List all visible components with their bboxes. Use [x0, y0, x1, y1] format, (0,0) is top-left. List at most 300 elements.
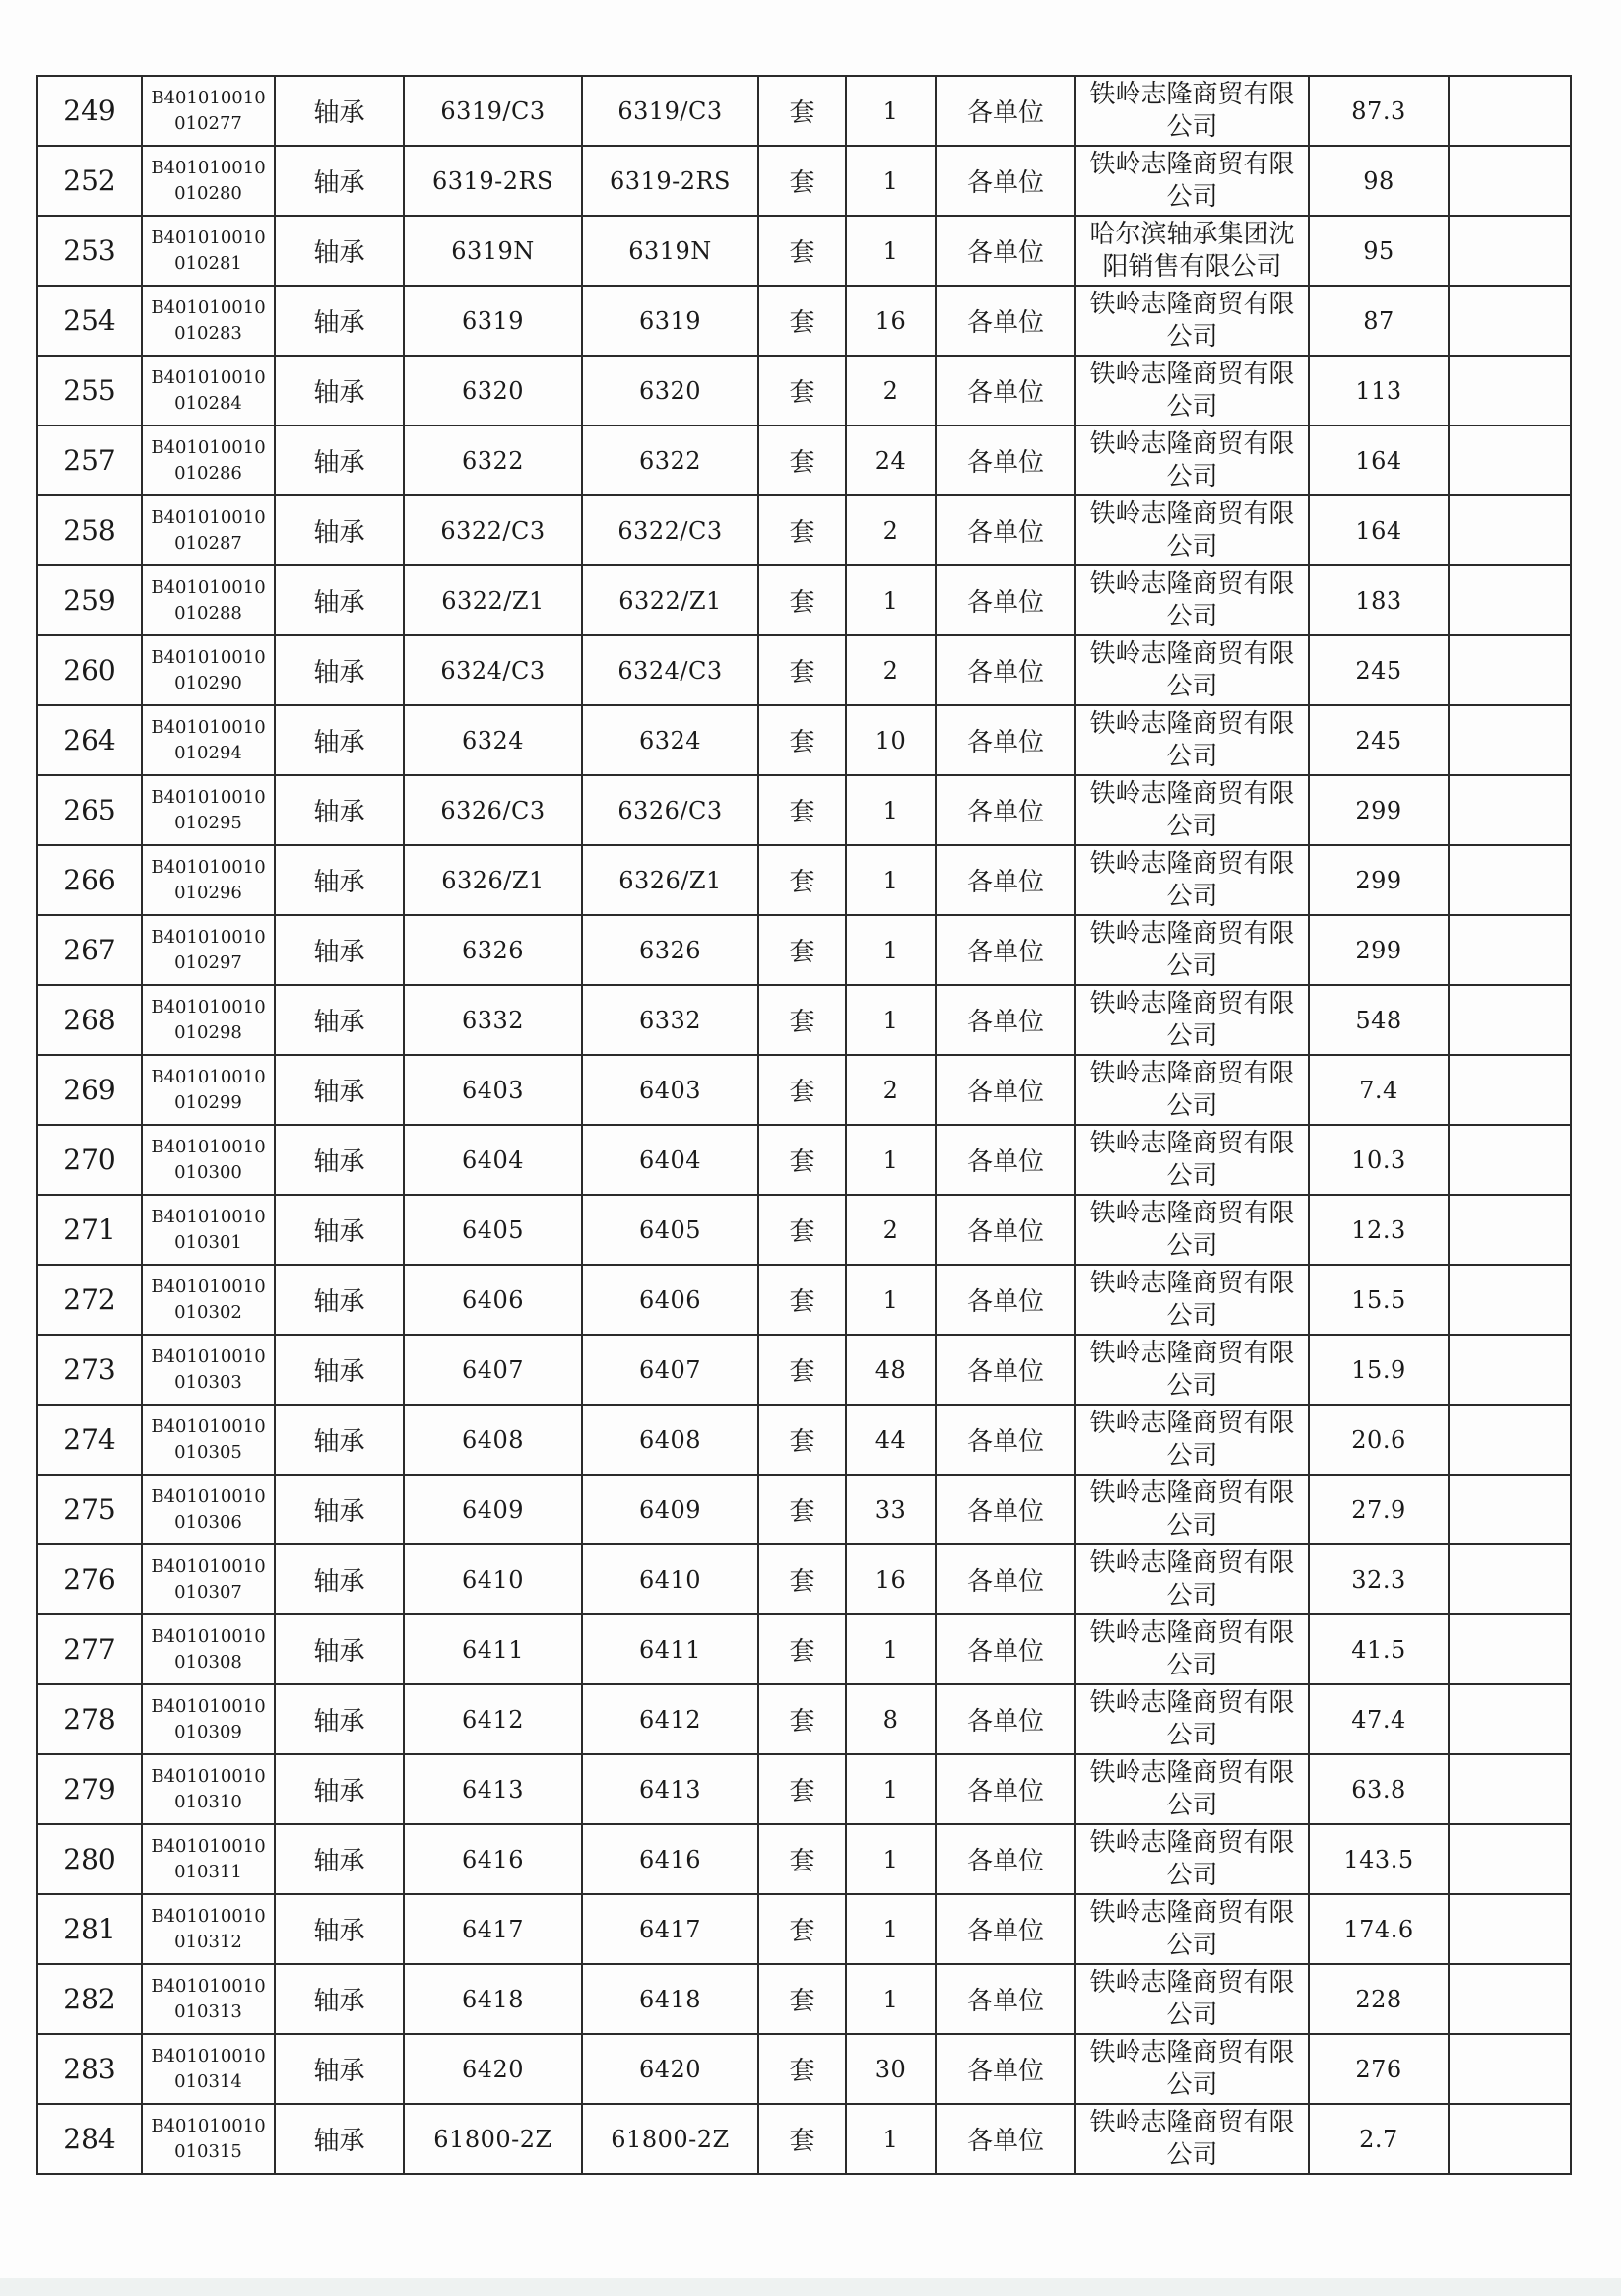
unit-cell: 套 [758, 1125, 846, 1195]
unit-price-cell: 164 [1309, 495, 1449, 565]
unit-price-cell: 164 [1309, 426, 1449, 495]
material-code-cell [142, 426, 275, 495]
item-name-cell: 轴承 [275, 1335, 404, 1405]
specification-cell: 6404 [404, 1125, 582, 1195]
specification-cell: 6319N [404, 216, 582, 286]
unit-price-cell: 41.5 [1309, 1614, 1449, 1684]
specification-cell: 61800-2Z [404, 2104, 582, 2174]
supplier-cell [1075, 1265, 1309, 1335]
model-cell: 6403 [582, 1055, 758, 1125]
remarks-cell [1449, 1125, 1571, 1195]
table-row [37, 1964, 1571, 2034]
item-name-cell: 轴承 [275, 356, 404, 426]
table-row [37, 426, 1571, 495]
unit-price-cell: 245 [1309, 635, 1449, 705]
supplier-line-2: 公司 [1166, 881, 1218, 911]
table-row [37, 845, 1571, 915]
unit-price-cell: 98 [1309, 146, 1449, 216]
unit-cell: 套 [758, 2104, 846, 2174]
material-code-line-2: 010299 [174, 1091, 242, 1113]
material-code-line-2: 010300 [174, 1161, 242, 1183]
supplier-line-1: 铁岭志隆商贸有限 [1089, 1128, 1295, 1158]
table-row [37, 1195, 1571, 1265]
material-code-cell [142, 146, 275, 216]
unit-cell: 套 [758, 356, 846, 426]
supplier-line-2: 公司 [1166, 1510, 1218, 1541]
department-cell: 各单位 [936, 216, 1075, 286]
material-code-line-1: B401010010 [151, 1975, 266, 1997]
unit-cell: 套 [758, 775, 846, 845]
model-cell: 61800-2Z [582, 2104, 758, 2174]
unit-price-cell: 95 [1309, 216, 1449, 286]
department-cell: 各单位 [936, 1195, 1075, 1265]
supplier-cell [1075, 2034, 1309, 2104]
table-row [37, 495, 1571, 565]
model-cell: 6405 [582, 1195, 758, 1265]
item-name-cell: 轴承 [275, 1265, 404, 1335]
material-code-line-2: 010313 [174, 2001, 242, 2022]
remarks-cell [1449, 1824, 1571, 1894]
table-row [37, 915, 1571, 985]
supplier-line-2: 公司 [1166, 1860, 1218, 1890]
supplier-line-1: 铁岭志隆商贸有限 [1089, 1198, 1295, 1228]
material-code-cell [142, 1335, 275, 1405]
model-cell: 6404 [582, 1125, 758, 1195]
department-cell: 各单位 [936, 705, 1075, 775]
specification-cell: 6322/Z1 [404, 565, 582, 635]
department-cell: 各单位 [936, 1544, 1075, 1614]
item-name-cell: 轴承 [275, 495, 404, 565]
material-code-line-1: B401010010 [151, 786, 266, 808]
unit-price-cell: 87.3 [1309, 76, 1449, 146]
unit-price-cell: 228 [1309, 1964, 1449, 2034]
unit-price-cell: 2.7 [1309, 2104, 1449, 2174]
table-row [37, 705, 1571, 775]
quantity-cell: 1 [846, 775, 936, 845]
item-name-cell: 轴承 [275, 2104, 404, 2174]
supplier-line-1: 铁岭志隆商贸有限 [1089, 79, 1295, 109]
row-number-cell: 282 [37, 1964, 142, 2034]
remarks-cell [1449, 1055, 1571, 1125]
supplier-line-2: 公司 [1166, 601, 1218, 631]
unit-cell: 套 [758, 76, 846, 146]
material-code-line-1: B401010010 [151, 1136, 266, 1157]
supplier-line-2: 公司 [1166, 461, 1218, 492]
remarks-cell [1449, 1614, 1571, 1684]
remarks-cell [1449, 1894, 1571, 1964]
material-code-line-2: 010283 [174, 322, 242, 344]
item-name-cell: 轴承 [275, 1964, 404, 2034]
material-code-cell [142, 1894, 275, 1964]
supplier-line-1: 铁岭志隆商贸有限 [1089, 1827, 1295, 1858]
specification-cell: 6407 [404, 1335, 582, 1405]
quantity-cell: 48 [846, 1335, 936, 1405]
quantity-cell: 1 [846, 1824, 936, 1894]
item-name-cell: 轴承 [275, 1684, 404, 1754]
row-number-cell: 259 [37, 565, 142, 635]
supplier-cell [1075, 495, 1309, 565]
supplier-cell [1075, 2104, 1309, 2174]
supplier-line-2: 公司 [1166, 1090, 1218, 1121]
model-cell: 6410 [582, 1544, 758, 1614]
specification-cell: 6326 [404, 915, 582, 985]
unit-cell: 套 [758, 1754, 846, 1824]
unit-cell: 套 [758, 1684, 846, 1754]
item-name-cell: 轴承 [275, 1055, 404, 1125]
remarks-cell [1449, 76, 1571, 146]
remarks-cell [1449, 845, 1571, 915]
material-code-line-1: B401010010 [151, 296, 266, 318]
remarks-cell [1449, 1475, 1571, 1544]
table-row [37, 1894, 1571, 1964]
department-cell: 各单位 [936, 286, 1075, 356]
unit-price-cell: 7.4 [1309, 1055, 1449, 1125]
supplier-line-2: 公司 [1166, 531, 1218, 561]
material-code-line-1: B401010010 [151, 716, 266, 738]
model-cell: 6320 [582, 356, 758, 426]
table-row [37, 146, 1571, 216]
row-number-cell: 260 [37, 635, 142, 705]
supplier-cell [1075, 1405, 1309, 1475]
material-code-cell [142, 1405, 275, 1475]
supplier-line-1: 哈尔滨轴承集团沈 [1089, 219, 1295, 249]
material-code-line-2: 010309 [174, 1721, 242, 1742]
specification-cell: 6324 [404, 705, 582, 775]
supplier-line-2: 公司 [1166, 391, 1218, 422]
material-code-cell [142, 1544, 275, 1614]
material-code-cell [142, 705, 275, 775]
material-code-line-2: 010306 [174, 1511, 242, 1533]
quantity-cell: 1 [846, 146, 936, 216]
specification-cell: 6412 [404, 1684, 582, 1754]
table-body [37, 76, 1571, 2174]
row-number-cell: 258 [37, 495, 142, 565]
remarks-cell [1449, 1754, 1571, 1824]
item-name-cell: 轴承 [275, 286, 404, 356]
department-cell: 各单位 [936, 2034, 1075, 2104]
unit-cell: 套 [758, 286, 846, 356]
material-code-line-2: 010294 [174, 742, 242, 763]
material-code-line-2: 010288 [174, 602, 242, 623]
remarks-cell [1449, 426, 1571, 495]
unit-price-cell: 299 [1309, 845, 1449, 915]
item-name-cell: 轴承 [275, 1894, 404, 1964]
material-code-line-2: 010297 [174, 951, 242, 973]
unit-cell: 套 [758, 1614, 846, 1684]
supplier-line-1: 铁岭志隆商贸有限 [1089, 638, 1295, 669]
quantity-cell: 16 [846, 286, 936, 356]
material-code-line-1: B401010010 [151, 1276, 266, 1297]
supplier-line-1: 铁岭志隆商贸有限 [1089, 289, 1295, 319]
unit-price-cell: 10.3 [1309, 1125, 1449, 1195]
unit-price-cell: 143.5 [1309, 1824, 1449, 1894]
model-cell: 6322/C3 [582, 495, 758, 565]
quantity-cell: 30 [846, 2034, 936, 2104]
table-row [37, 1544, 1571, 1614]
quantity-cell: 8 [846, 1684, 936, 1754]
row-number-cell: 255 [37, 356, 142, 426]
row-number-cell: 280 [37, 1824, 142, 1894]
quantity-cell: 1 [846, 565, 936, 635]
specification-cell: 6319 [404, 286, 582, 356]
item-name-cell: 轴承 [275, 2034, 404, 2104]
quantity-cell: 10 [846, 705, 936, 775]
material-code-cell [142, 1754, 275, 1824]
item-name-cell: 轴承 [275, 1754, 404, 1824]
remarks-cell [1449, 1335, 1571, 1405]
quantity-cell: 2 [846, 1195, 936, 1265]
department-cell: 各单位 [936, 1055, 1075, 1125]
row-number-cell: 273 [37, 1335, 142, 1405]
unit-price-cell: 276 [1309, 2034, 1449, 2104]
item-name-cell: 轴承 [275, 426, 404, 495]
item-name-cell: 轴承 [275, 845, 404, 915]
supplier-cell [1075, 635, 1309, 705]
unit-price-cell: 12.3 [1309, 1195, 1449, 1265]
material-code-line-2: 010281 [174, 252, 242, 274]
unit-cell: 套 [758, 1335, 846, 1405]
material-code-cell [142, 775, 275, 845]
supplier-cell [1075, 286, 1309, 356]
material-code-cell [142, 1265, 275, 1335]
material-code-line-2: 010298 [174, 1021, 242, 1043]
row-number-cell: 277 [37, 1614, 142, 1684]
material-code-cell [142, 1125, 275, 1195]
remarks-cell [1449, 1265, 1571, 1335]
model-cell: 6319-2RS [582, 146, 758, 216]
material-code-line-2: 010303 [174, 1371, 242, 1393]
supplier-line-1: 铁岭志隆商贸有限 [1089, 1757, 1295, 1788]
supplier-cell [1075, 1824, 1309, 1894]
quantity-cell: 2 [846, 635, 936, 705]
quantity-cell: 1 [846, 1754, 936, 1824]
remarks-cell [1449, 2104, 1571, 2174]
item-name-cell: 轴承 [275, 216, 404, 286]
material-code-cell [142, 915, 275, 985]
material-code-cell [142, 1684, 275, 1754]
supplier-cell [1075, 845, 1309, 915]
material-code-cell [142, 1475, 275, 1544]
unit-cell: 套 [758, 495, 846, 565]
row-number-cell: 257 [37, 426, 142, 495]
specification-cell: 6326/Z1 [404, 845, 582, 915]
material-code-cell [142, 1824, 275, 1894]
department-cell: 各单位 [936, 1754, 1075, 1824]
table-row [37, 2104, 1571, 2174]
row-number-cell: 264 [37, 705, 142, 775]
department-cell: 各单位 [936, 635, 1075, 705]
supplier-line-1: 铁岭志隆商贸有限 [1089, 149, 1295, 179]
department-cell: 各单位 [936, 356, 1075, 426]
remarks-cell [1449, 495, 1571, 565]
material-code-line-2: 010286 [174, 462, 242, 484]
unit-cell: 套 [758, 1544, 846, 1614]
supplier-cell [1075, 565, 1309, 635]
quantity-cell: 1 [846, 1614, 936, 1684]
table-row [37, 76, 1571, 146]
unit-cell: 套 [758, 1475, 846, 1544]
row-number-cell: 283 [37, 2034, 142, 2104]
quantity-cell: 33 [846, 1475, 936, 1544]
material-code-cell [142, 1614, 275, 1684]
table-row [37, 2034, 1571, 2104]
row-number-cell: 275 [37, 1475, 142, 1544]
item-name-cell: 轴承 [275, 1405, 404, 1475]
item-name-cell: 轴承 [275, 1544, 404, 1614]
supplier-line-1: 铁岭志隆商贸有限 [1089, 848, 1295, 879]
row-number-cell: 276 [37, 1544, 142, 1614]
model-cell: 6326/Z1 [582, 845, 758, 915]
specification-cell: 6408 [404, 1405, 582, 1475]
row-number-cell: 272 [37, 1265, 142, 1335]
unit-cell: 套 [758, 146, 846, 216]
department-cell: 各单位 [936, 1475, 1075, 1544]
table-row [37, 1265, 1571, 1335]
table-row [37, 1614, 1571, 1684]
material-code-cell [142, 1055, 275, 1125]
unit-price-cell: 174.6 [1309, 1894, 1449, 1964]
row-number-cell: 270 [37, 1125, 142, 1195]
specification-cell: 6319/C3 [404, 76, 582, 146]
supplier-line-2: 公司 [1166, 951, 1218, 981]
department-cell: 各单位 [936, 1405, 1075, 1475]
model-cell: 6326 [582, 915, 758, 985]
department-cell: 各单位 [936, 1964, 1075, 2034]
material-code-line-1: B401010010 [151, 2115, 266, 2136]
quantity-cell: 44 [846, 1405, 936, 1475]
supplier-line-2: 公司 [1166, 1370, 1218, 1401]
remarks-cell [1449, 915, 1571, 985]
item-name-cell: 轴承 [275, 775, 404, 845]
supplier-line-2: 公司 [1166, 1720, 1218, 1750]
item-name-cell: 轴承 [275, 915, 404, 985]
supplier-cell [1075, 1055, 1309, 1125]
supplier-line-1: 铁岭志隆商贸有限 [1089, 428, 1295, 459]
specification-cell: 6417 [404, 1894, 582, 1964]
model-cell: 6322/Z1 [582, 565, 758, 635]
material-code-cell [142, 985, 275, 1055]
material-code-cell [142, 635, 275, 705]
remarks-cell [1449, 216, 1571, 286]
material-code-cell [142, 1195, 275, 1265]
specification-cell: 6324/C3 [404, 635, 582, 705]
department-cell: 各单位 [936, 495, 1075, 565]
quantity-cell: 2 [846, 1055, 936, 1125]
material-code-line-1: B401010010 [151, 87, 266, 108]
supplier-line-1: 铁岭志隆商贸有限 [1089, 2037, 1295, 2067]
item-name-cell: 轴承 [275, 985, 404, 1055]
supplier-line-1: 铁岭志隆商贸有限 [1089, 1477, 1295, 1508]
supplier-cell [1075, 1195, 1309, 1265]
supplier-cell [1075, 1475, 1309, 1544]
model-cell: 6413 [582, 1754, 758, 1824]
material-code-line-1: B401010010 [151, 1345, 266, 1367]
department-cell: 各单位 [936, 1265, 1075, 1335]
unit-price-cell: 87 [1309, 286, 1449, 356]
remarks-cell [1449, 286, 1571, 356]
model-cell: 6332 [582, 985, 758, 1055]
model-cell: 6412 [582, 1684, 758, 1754]
quantity-cell: 24 [846, 426, 936, 495]
quantity-cell: 1 [846, 1265, 936, 1335]
supplier-cell [1075, 1754, 1309, 1824]
department-cell: 各单位 [936, 775, 1075, 845]
remarks-cell [1449, 1544, 1571, 1614]
supplier-cell [1075, 1614, 1309, 1684]
material-code-line-1: B401010010 [151, 1765, 266, 1787]
specification-cell: 6410 [404, 1544, 582, 1614]
unit-cell: 套 [758, 2034, 846, 2104]
quantity-cell: 1 [846, 915, 936, 985]
material-code-line-2: 010280 [174, 182, 242, 204]
row-number-cell: 284 [37, 2104, 142, 2174]
table-row [37, 1754, 1571, 1824]
material-code-cell [142, 495, 275, 565]
supplier-line-1: 铁岭志隆商贸有限 [1089, 498, 1295, 529]
department-cell: 各单位 [936, 1335, 1075, 1405]
material-code-line-1: B401010010 [151, 646, 266, 668]
supplier-line-2: 公司 [1166, 1440, 1218, 1471]
department-cell: 各单位 [936, 1125, 1075, 1195]
model-cell: 6416 [582, 1824, 758, 1894]
material-code-cell [142, 286, 275, 356]
material-code-line-1: B401010010 [151, 856, 266, 878]
material-code-line-2: 010307 [174, 1581, 242, 1603]
row-number-cell: 253 [37, 216, 142, 286]
material-code-line-2: 010308 [174, 1651, 242, 1673]
specification-cell: 6420 [404, 2034, 582, 2104]
material-code-line-2: 010310 [174, 1791, 242, 1812]
remarks-cell [1449, 705, 1571, 775]
quantity-cell: 1 [846, 76, 936, 146]
supplier-line-1: 铁岭志隆商贸有限 [1089, 1617, 1295, 1648]
material-code-line-1: B401010010 [151, 1066, 266, 1087]
supplier-cell [1075, 1544, 1309, 1614]
unit-cell: 套 [758, 915, 846, 985]
supplier-line-1: 铁岭志隆商贸有限 [1089, 988, 1295, 1018]
supplier-cell [1075, 1964, 1309, 2034]
model-cell: 6407 [582, 1335, 758, 1405]
unit-cell: 套 [758, 1265, 846, 1335]
material-code-line-1: B401010010 [151, 1695, 266, 1717]
supplier-cell [1075, 1894, 1309, 1964]
supplier-line-2: 公司 [1166, 811, 1218, 841]
table-row [37, 1475, 1571, 1544]
unit-cell: 套 [758, 1894, 846, 1964]
item-name-cell: 轴承 [275, 1475, 404, 1544]
supplier-cell [1075, 146, 1309, 216]
supplier-line-2: 公司 [1166, 2069, 1218, 2100]
material-code-line-1: B401010010 [151, 1555, 266, 1577]
supplier-cell [1075, 1335, 1309, 1405]
row-number-cell: 266 [37, 845, 142, 915]
row-number-cell: 281 [37, 1894, 142, 1964]
material-code-line-2: 010284 [174, 392, 242, 414]
remarks-cell [1449, 1405, 1571, 1475]
material-code-line-1: B401010010 [151, 1835, 266, 1857]
material-code-line-1: B401010010 [151, 157, 266, 178]
material-code-cell [142, 845, 275, 915]
supplier-line-2: 公司 [1166, 671, 1218, 701]
remarks-cell [1449, 1195, 1571, 1265]
item-name-cell: 轴承 [275, 1824, 404, 1894]
material-code-cell [142, 216, 275, 286]
specification-cell: 6322 [404, 426, 582, 495]
table-row [37, 1335, 1571, 1405]
unit-price-cell: 47.4 [1309, 1684, 1449, 1754]
remarks-cell [1449, 1684, 1571, 1754]
item-name-cell: 轴承 [275, 1614, 404, 1684]
